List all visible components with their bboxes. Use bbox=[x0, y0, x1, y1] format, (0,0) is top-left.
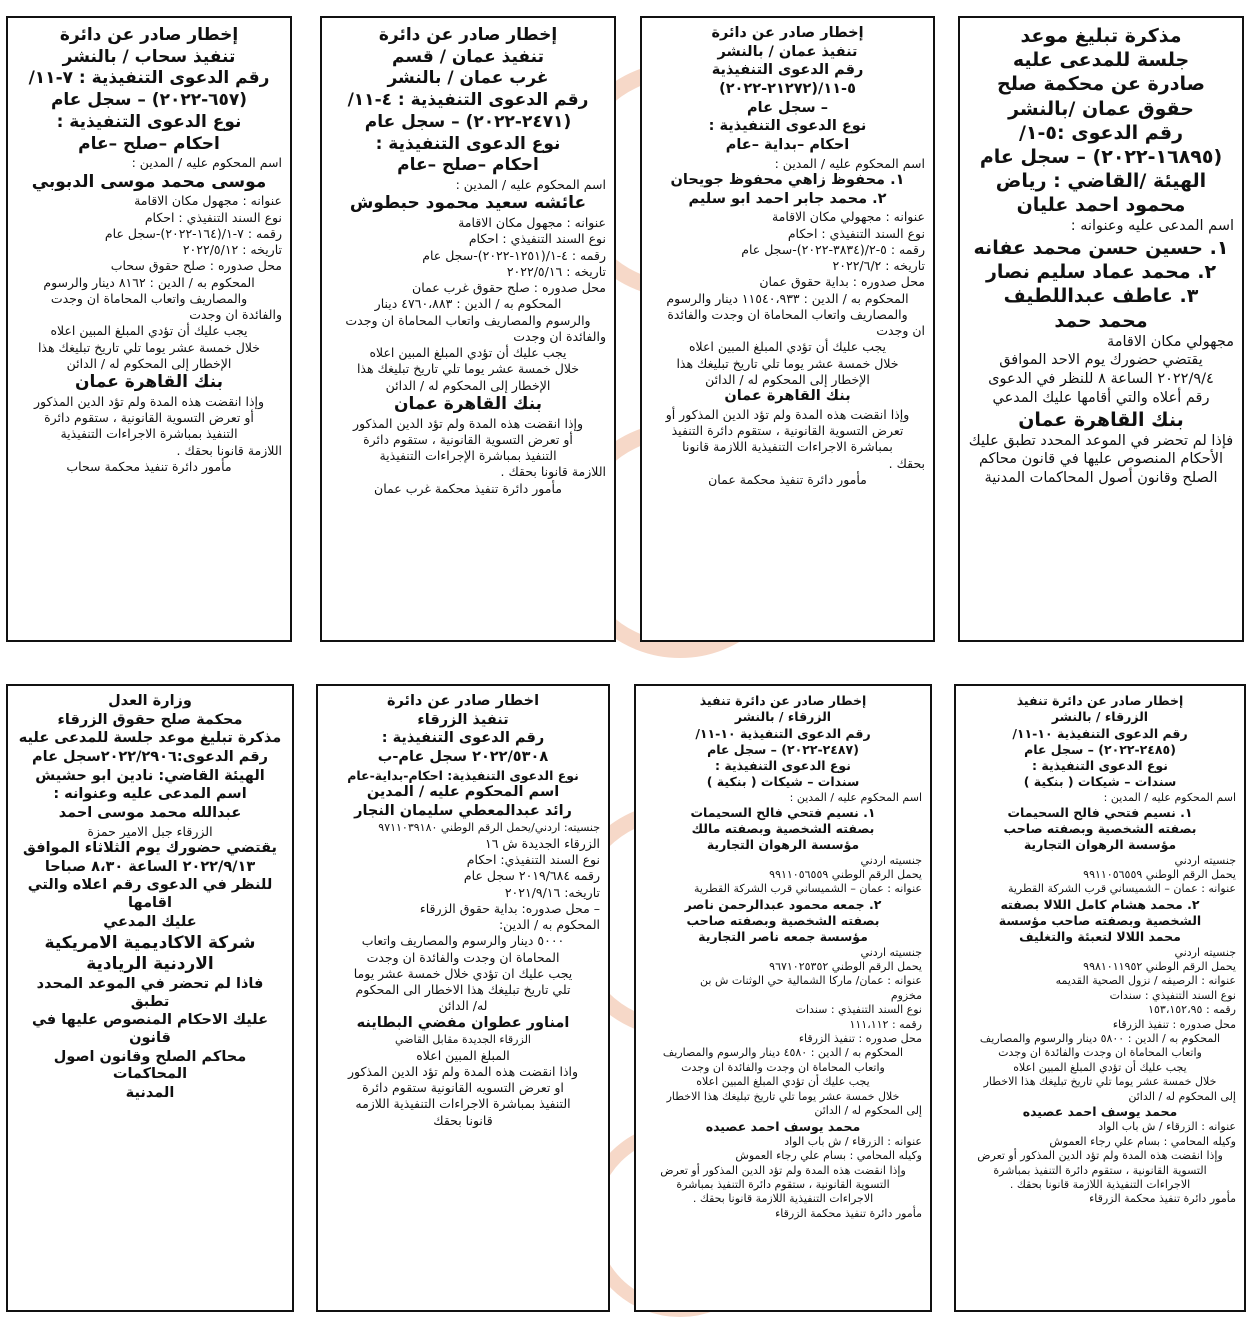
notice-line: سندات – شيكات ( بنكية ) bbox=[706, 774, 860, 790]
notice-line: جنسيته اردني bbox=[1174, 945, 1236, 959]
notice-line: إلى المحكوم له / الدائن bbox=[1128, 1089, 1236, 1103]
notice-line: يجب عليك أن تؤدي المبلغ المبين اعلاه bbox=[696, 1075, 870, 1089]
notice-line: وإذا انقضت هذه المدة ولم تؤد الدين المذكور bbox=[33, 393, 265, 409]
notice-line: عليك المدعي bbox=[103, 913, 197, 930]
notice-line: محمود احمد عليان bbox=[1016, 194, 1186, 217]
notice-line: او تعرض التسويه القانونية ستقوم دائرة bbox=[362, 1080, 564, 1096]
notice-line: رقمه : ١٥٣،١٥٢،٩٥ bbox=[1148, 1003, 1236, 1017]
notice-line: نوع السند التنفيذي : احكام bbox=[787, 225, 925, 241]
notice-line: مجهولي مكان الاقامة bbox=[1106, 333, 1234, 350]
notice-line: فاذا لم تحضر في الموعد المحدد تطبق bbox=[36, 975, 264, 1010]
notice-line: – سجل عام bbox=[747, 99, 828, 116]
notice-line: اللازمة قانونا بحقك . bbox=[500, 464, 606, 480]
notice-line: عبدالله محمد موسى احمد bbox=[58, 805, 242, 822]
notice-line: رائد عبدالمعطي سليمان النجار bbox=[354, 802, 572, 819]
notice-line: شركة الاكاديمية الامريكية bbox=[44, 932, 256, 953]
notice-line: قانونا بحقك bbox=[433, 1112, 493, 1128]
notice-line: اخطار صادر عن دائرة bbox=[386, 693, 540, 709]
notice-line: رقمه : ٥-٢/(٣٨٣٤-٢٠٢٢)-سجل عام bbox=[741, 241, 925, 257]
notice-line: رقم الدعوى التنفيذية bbox=[711, 62, 864, 79]
notice-line: رقمه ٢٠١٩/٦٨٤ سجل عام bbox=[463, 868, 600, 884]
notice-line: رقمه : ١١١،١١٢ bbox=[849, 1017, 922, 1031]
notice-line: نوع السند التنفيذي : احكام bbox=[468, 231, 606, 247]
notice-line: وإذا انقضت هذه المدة ولم تؤد الدين المذكور bbox=[352, 415, 584, 431]
notice-line: اسم المحكوم عليه / المدين : bbox=[131, 155, 282, 171]
notice-line: عنوانه : عمان – الشميساني قرب الشركة القطرية bbox=[1007, 882, 1236, 896]
notice-line: عنوانه : الزرقاء / ش باب الواد bbox=[1098, 1120, 1236, 1134]
notice-line: يقتضي حضورك يوم الثلاثاء الموافق bbox=[23, 840, 277, 857]
notice-line: محمد يوسف احمد عصيده bbox=[705, 1118, 861, 1134]
notice-line: رقمه : ٧-١/(١٦٤-٢٠٢٢)-سجل عام bbox=[104, 225, 282, 241]
notice-line: يجب عليك أن تؤدي المبلغ المبين اعلاه bbox=[50, 323, 248, 339]
notice-line: اسم المحكوم عليه / المدين : bbox=[455, 177, 606, 193]
notice-line: يجب عليك ان تؤدي خلال خمسة عشر يوما bbox=[353, 965, 573, 981]
notice-line: نوع الدعوى التنفيذية : bbox=[715, 758, 851, 773]
notice-line: خلال خمسة عشر يوما تلي تاريخ تبليغك هذا bbox=[676, 355, 899, 371]
notice-line: واتعاب المحاماة ان وجدت والفائدة ان وجدت bbox=[681, 1060, 885, 1074]
notice-line: خلال خمسة عشر يوما تلي تاريخ تبليغك هذا الاخطار bbox=[666, 1089, 900, 1103]
notice-line: رقم الدعوى :٥-١/ bbox=[1018, 121, 1184, 144]
notice-line: عنوانه : عمان – الشميساني قرب الشركة القطرية bbox=[693, 882, 922, 896]
notice-zarqa-execution-5308 bbox=[316, 684, 610, 1312]
notice-line: الاردنية الريادية bbox=[86, 954, 214, 975]
notice-line: نوع السند التنفيذي : احكام bbox=[144, 209, 282, 225]
notice-line: إخطار صادر عن دائرة bbox=[711, 25, 864, 41]
notice-line: تنفيذ الزرقاء bbox=[417, 711, 509, 728]
notice-line: نوع الدعوى التنفيذية : bbox=[375, 133, 561, 154]
notice-line: يحمل الرقم الوطني ٩٩١١٠٥٦٥٥٩ bbox=[769, 868, 922, 882]
notice-line: التسوية القانونية ، ستقوم دائرة التنفيذ بمباشرة bbox=[993, 1163, 1207, 1177]
notice-line: المحكوم به / الدين: bbox=[498, 917, 600, 933]
notice-line: والفائدة ان وجدت bbox=[189, 307, 282, 323]
notice-amman-execution bbox=[640, 16, 935, 642]
notice-line: عنوانه : مجهول مكان الاقامة bbox=[134, 193, 282, 209]
notice-line: محل صدوره : صلح حقوق سحاب bbox=[110, 258, 282, 274]
notice-line: محمد حمد bbox=[1054, 309, 1148, 332]
notice-line: جنسيته اردني bbox=[860, 945, 922, 959]
notice-line: اسم المحكوم عليه / المدين : bbox=[774, 155, 925, 171]
notice-line: مؤسسة الرهوان التجارية bbox=[706, 837, 860, 853]
notice-line: والرسوم والمصاريف واتعاب المحاماة ان وجدت bbox=[345, 312, 591, 328]
notice-line: ١. حسين حسن محمد عفانه bbox=[973, 237, 1229, 260]
notice-line: احكام –بداية –عام bbox=[725, 137, 850, 154]
notice-line: ٢. محمد جابر احمد ابو سليم bbox=[688, 190, 887, 207]
notice-line: ٢. محمد هشام كامل اللالا بصفته bbox=[1000, 896, 1200, 912]
notice-line: بنك القاهرة عمان bbox=[393, 393, 543, 414]
notice-line: إخطار صادر عن دائرة bbox=[378, 25, 558, 45]
notice-line: واذا انقضت هذه المدة ولم تؤد الدين المذكور bbox=[347, 1063, 579, 1079]
notice-line: مؤسسة الرهوان التجارية bbox=[1023, 837, 1177, 853]
notice-line: صادرة عن محكمة صلح bbox=[997, 73, 1205, 96]
notice-line: تنفيذ عمان / بالنشر bbox=[717, 43, 858, 60]
notice-line: يحمل الرقم الوطني ٩٦٧١٠٢٥٣٥٢ bbox=[769, 960, 922, 974]
notice-line: نوع الدعوى التنفيذية : bbox=[56, 111, 242, 132]
notice-line: ٢. جمعه محمود عبدالرحمن ناصر bbox=[684, 896, 882, 912]
notice-line: التنفيذ بمباشرة الاجراءات التنفيذية bbox=[60, 426, 238, 442]
notice-line: رقم الدعوى التنفيذية ١٠-١١/ bbox=[695, 725, 871, 741]
notice-line: ٥٠٠٠ دينار والرسوم والمصاريف واتعاب bbox=[361, 933, 565, 949]
notice-line: الأحكام المنصوص عليها في قانون محاكم bbox=[978, 451, 1224, 468]
notice-line: نوع الدعوى التنفيذية : bbox=[708, 118, 867, 135]
notice-line: وزارة العدل bbox=[108, 693, 192, 709]
notice-line: وإذا انقضت هذه المدة ولم تؤد الدين المذكور أو تعرض bbox=[977, 1149, 1223, 1163]
notice-line: الإخطار إلى المحكوم له / الدائن bbox=[385, 377, 551, 393]
notice-line: المدنية bbox=[125, 1085, 175, 1102]
notice-line: التنفيذ بمباشرة الإجراءات التنفيذية bbox=[379, 448, 557, 464]
notice-line: عنوانه : مجهول مكان الاقامة bbox=[458, 215, 606, 231]
notice-line: والفائدة ان وجدت bbox=[513, 328, 606, 344]
notice-line: بحقك . bbox=[888, 455, 925, 471]
notice-line: الزرقاء / بالنشر bbox=[734, 709, 832, 725]
notice-line: الزرقاء الجديدة مقابل القاضي bbox=[395, 1033, 531, 1047]
notice-line: التسوية القانونية ، ستقوم دائرة التنفيذ بمباشرة bbox=[676, 1177, 890, 1191]
notice-line: رقم الدعوى التنفيذية : bbox=[381, 730, 545, 747]
notice-line: تاريخه : ٢٠٢٢/٦/٢ bbox=[832, 258, 925, 274]
notice-line: اسم المدعى عليه وعنوانه : bbox=[1070, 218, 1234, 235]
notice-line: الإخطار إلى المحكوم له / الدائن bbox=[66, 355, 232, 371]
notice-line: مأمور دائرة تنفيذ محكمة الزرقاء bbox=[775, 1206, 922, 1220]
notice-line: خلال خمسة عشر يوما تلي تاريخ تبليغك هذا الاخطار bbox=[983, 1075, 1217, 1089]
notice-line: الهيئة القاضي: نادين ابو حشيش bbox=[35, 767, 265, 784]
notice-line: اسم المحكوم عليه / المدين : bbox=[1103, 790, 1236, 804]
notice-sahab-execution bbox=[6, 16, 292, 642]
notice-line: محل صدوره : تنفيذ الزرقاء bbox=[1112, 1017, 1236, 1031]
notice-line: محل صدوره : صلح حقوق غرب عمان bbox=[412, 280, 606, 296]
notice-line: مذكرة تبليغ موعد bbox=[1020, 25, 1182, 47]
notice-line: المبلغ المبين اعلاه bbox=[416, 1047, 510, 1063]
notice-line: يحمل الرقم الوطني ٩٩١١٠٥٦٥٥٩ bbox=[1083, 868, 1236, 882]
notice-line: اسم المحكوم عليه / المدين : bbox=[789, 790, 922, 804]
notice-line: المحكوم به / الدين : ٨١٦٢ دينار والرسوم bbox=[43, 274, 255, 290]
notice-line: إلى المحكوم له / الدائن bbox=[814, 1104, 922, 1118]
notice-line: نوع السند التنفيذي : سندات bbox=[1109, 988, 1236, 1002]
notice-line: رقم الدعوى التنفيذية ١٠-١١/ bbox=[1012, 725, 1188, 741]
notice-line: نوع السند التنفيذي : سندات bbox=[795, 1003, 922, 1017]
notice-line: عليك الاحكام المنصوص عليها في قانون bbox=[31, 1012, 269, 1047]
notice-line: تنفيذ سحاب / بالنشر bbox=[62, 46, 236, 67]
notice-zarqa-execution-2487 bbox=[634, 684, 932, 1312]
notice-line: عنوانه : مجهولي مكان الاقامة bbox=[771, 209, 925, 225]
notice-line: نوع السند التنفيذي: احكام bbox=[466, 852, 600, 868]
notice-line: رقم أعلاه والتي أقامها عليك المدعي bbox=[992, 389, 1210, 406]
notice-line: بصفته الشخصية وبصفته صاحب bbox=[686, 913, 880, 929]
notice-line: بمباشرة الاجراءات التنفيذية اللازمة قانونا bbox=[682, 439, 893, 455]
notice-line: بصفته الشخصية وبصفته مالك bbox=[691, 821, 875, 837]
notice-line: خلال خمسة عشر يوما تلي تاريخ تبليغك هذا bbox=[356, 361, 580, 377]
notice-line: للنظر في الدعوى رقم اعلاه والتي اقامها bbox=[27, 877, 273, 912]
notice-line: اسم المدعى عليه وعنوانه : bbox=[53, 786, 247, 803]
notice-line: أو تعرض التسوية القانونية ، ستقوم دائرة bbox=[363, 431, 573, 447]
notice-line: ٣. عاطف عبداللطيف bbox=[1003, 285, 1199, 308]
notice-line: يقتضي حضورك يوم الاحد الموافق bbox=[999, 352, 1203, 369]
notice-line: المحاماة ان وجدت والفائدة ان وجدت bbox=[366, 949, 560, 965]
notice-line: الشخصية وبصفته صاحب مؤسسة bbox=[998, 913, 1202, 929]
notice-line: موسى محمد موسى الدبوبي bbox=[31, 171, 267, 192]
notice-line: المحكوم به / الدين : ٥٨٠٠ دينار والرسوم والمصاريف bbox=[979, 1032, 1221, 1046]
notice-line: بنك القاهرة عمان bbox=[1018, 408, 1184, 431]
notice-line: (٢٤٨٧-٢٠٢٢) – سجل عام bbox=[707, 741, 859, 757]
notice-line: حقوق عمان /بالنشر bbox=[1008, 97, 1194, 120]
notice-line: امناور عطوان مفضي البطاينه bbox=[356, 1014, 570, 1031]
notice-line: الاجراءات التنفيذية اللازمة قانونا بحقك . bbox=[692, 1192, 874, 1206]
notice-line: فإذا لم تحضر في الموعد المحدد تطبق عليك bbox=[968, 432, 1234, 449]
notice-line: المحكوم به / الدين : ٤٥٨٠ دينار والرسوم والمصاريف bbox=[662, 1046, 904, 1060]
notice-line: مخزوم bbox=[890, 988, 922, 1002]
notice-line: ٢٠٢٢/٥٣٠٨ سجل عام-ب bbox=[377, 749, 549, 766]
notice-line: له/ الدائن bbox=[438, 998, 488, 1014]
notice-line: ٢٠٢٢/٩/١٣ الساعة ٨،٣٠ صباحا bbox=[44, 858, 256, 875]
notice-line: المحكوم به / الدين : ١١٥٤٠،٩٣٣ دينار والرسوم bbox=[666, 290, 909, 306]
notice-west-amman-execution bbox=[320, 16, 616, 642]
notice-line: الهيئة /القاضي : رياض bbox=[995, 170, 1207, 193]
notice-line: ٢. محمد عماد سليم نصار bbox=[985, 261, 1217, 284]
notice-line: تنفيذ عمان / قسم bbox=[392, 46, 544, 67]
notice-line: تاريخه: ٢٠٢١/٩/١٦ bbox=[504, 884, 600, 900]
notice-line: رقم الدعوى التنفيذية : ٧-١١/ bbox=[28, 68, 270, 89]
notice-line: اسم المحكوم عليه / المدين bbox=[366, 784, 560, 800]
notice-line: (١٦٨٩٥-٢٠٢٢) – سجل عام bbox=[979, 145, 1223, 168]
notice-line: ١. نسيم فتحي فالح السحيمات bbox=[690, 804, 876, 820]
notice-line: الصلح وقانون أصول المحاكمات المدنية bbox=[984, 470, 1218, 487]
notice-line: احكام –صلح –عام bbox=[397, 155, 539, 176]
notice-line: وكيله المحامي : بسام علي رجاء العموش bbox=[1049, 1134, 1236, 1148]
notice-line: ٢٠٢٢/٩/٤ الساعة ٨ للنظر في الدعوى bbox=[988, 371, 1214, 388]
notice-line: وإذا انقضت هذه المدة ولم تؤد الدين المذكور أو bbox=[665, 406, 910, 422]
notice-line: عنوانه : عمان/ ماركا الشمالية حي الوثنات ش بن bbox=[700, 974, 922, 988]
notice-line: جنسيته اردني bbox=[1174, 853, 1236, 867]
notice-line: جنسيته: اردني/يحمل الرقم الوطني ٩٧١١٠٣٩١٨٠ bbox=[378, 821, 600, 835]
notice-line: يجب عليك أن تؤدي المبلغ المبين اعلاه bbox=[369, 345, 567, 361]
notice-line: عائشه سعيد محمود حبطوش bbox=[349, 193, 587, 214]
notice-line: تاريخه : ٢٠٢٢/٥/١٢ bbox=[182, 242, 282, 258]
notice-line: الزرقاء / بالنشر bbox=[1051, 709, 1149, 725]
notice-line: بنك القاهرة عمان bbox=[74, 372, 224, 393]
notice-line: عنوانه : الزرقاء / ش باب الواد bbox=[784, 1134, 922, 1148]
notice-line: والمصاريف واتعاب المحاماة ان وجدت bbox=[50, 290, 248, 306]
notice-line: المحكوم به / الدين : ٤٧٦٠،٨٨٣ دينار bbox=[374, 296, 562, 312]
notice-zarqa-execution-2485 bbox=[954, 684, 1246, 1312]
notice-cairo-bank-hearing bbox=[958, 16, 1244, 642]
notice-line: ١. محفوظ زاهي محفوظ جويحان bbox=[670, 172, 905, 189]
notice-line: ان وجدت bbox=[876, 323, 925, 339]
notice-line: وإذا انقضت هذه المدة ولم تؤد الدين المذكور أو تعرض bbox=[660, 1163, 906, 1177]
notice-line: خلال خمسة عشر يوما تلي تاريخ تبليغك هذا bbox=[37, 339, 261, 355]
notice-line: نوع الدعوى التنفيذية: احكام-بداية-عام bbox=[347, 767, 579, 783]
notice-line: (٢٤٧١-٢٠٢٢) – سجل عام bbox=[364, 111, 572, 132]
notice-line: ٥-١١/(٢١٢٧٢-٢٠٢٢) bbox=[719, 81, 856, 98]
notice-line: مأمور دائرة تنفيذ محكمة سحاب bbox=[66, 458, 232, 474]
notice-line: تلي تاريخ تبليغك هذا الاخطار الى المحكوم bbox=[355, 982, 571, 998]
notice-line: يحمل الرقم الوطني ٩٩٨١٠١١٩٥٢ bbox=[1083, 960, 1236, 974]
notice-line: رقم الدعوى التنفيذية : ٤-١١/ bbox=[347, 90, 589, 111]
notice-line: جنسيته اردني bbox=[860, 853, 922, 867]
notice-line: تاريخه : ٢٠٢٢/٥/١٦ bbox=[506, 263, 606, 279]
notice-line: رقمه : ٤-١/(١٢٥١-٢٠٢٢)-سجل عام bbox=[422, 247, 606, 263]
notice-line: الإخطار إلى المحكوم له / الدائن bbox=[705, 371, 870, 387]
notice-line: مأمور دائرة تنفيذ محكمة الزرقاء bbox=[1089, 1192, 1236, 1206]
notice-line: مذكرة تبليغ موعد جلسة للمدعى عليه bbox=[18, 730, 282, 747]
notice-line: سندات – شيكات ( بنكية ) bbox=[1023, 774, 1177, 790]
notice-line: مؤسسة جمعه ناصر التجارية bbox=[698, 929, 868, 945]
notice-line: التنفيذ بمباشرة الاجراءات التنفيذية اللازمه bbox=[355, 1096, 571, 1112]
notice-line: جلسة للمدعى عليه bbox=[1012, 49, 1190, 72]
notice-line: نوع الدعوى التنفيذية : bbox=[1032, 758, 1168, 773]
notice-line: احكام –صلح –عام bbox=[78, 133, 220, 154]
notice-line: – محل صدوره: بداية حقوق الزرقاء bbox=[419, 900, 600, 916]
notice-line: عنوانه : الرصيفه / نزول الصحية القديمه bbox=[1055, 974, 1236, 988]
notice-line: محاكم الصلح وقانون اصول المحاكمات bbox=[53, 1048, 247, 1083]
notice-line: اللازمة قانونا بحقك . bbox=[176, 442, 282, 458]
notice-line: إخطار صادر عن دائرة bbox=[59, 25, 239, 45]
notice-line: الزرقاء الجديدة ش ١٦ bbox=[485, 835, 600, 851]
notice-line: الزرقاء جبل الامير حمزة bbox=[87, 823, 213, 839]
notice-line: محمد يوسف احمد عصيده bbox=[1022, 1104, 1178, 1120]
notice-line: (٢٤٨٥-٢٠٢٢) – سجل عام bbox=[1024, 741, 1176, 757]
notice-line: مأمور دائرة تنفيذ محكمة عمان bbox=[708, 471, 867, 487]
notice-line: محمد اللالا لتعبئة والتغليف bbox=[1019, 929, 1181, 945]
notice-line: إخطار صادر عن دائرة تنفيذ bbox=[1016, 693, 1184, 708]
notice-line: الاجراءات التنفيذية اللازمة قانونا بحقك . bbox=[1009, 1177, 1191, 1191]
notice-line: يجب عليك أن تؤدي المبلغ المبين اعلاه bbox=[688, 339, 887, 355]
notice-line: رقم الدعوى:٢٠٢٢/٢٩٠٦سجل عام bbox=[32, 749, 268, 766]
notice-line: أو تعرض التسوية القانونية ، ستقوم دائرة bbox=[44, 410, 254, 426]
notice-line: واتعاب المحاماة ان وجدت والفائدة ان وجدت bbox=[998, 1046, 1202, 1060]
notice-line: مأمور دائرة تنفيذ محكمة غرب عمان bbox=[374, 480, 562, 496]
notice-line: بنك القاهرة عمان bbox=[724, 388, 851, 405]
notice-line: (٦٥٧-٢٠٢٢) – سجل عام bbox=[50, 90, 248, 111]
notice-line: محل صدوره : تنفيذ الزرقاء bbox=[798, 1032, 922, 1046]
notice-line: ١. نسيم فتحي فالح السحيمات bbox=[1007, 804, 1193, 820]
notice-line: وكيله المحامي : بسام علي رجاء العموش bbox=[735, 1149, 922, 1163]
notice-zarqa-court-hearing bbox=[6, 684, 294, 1312]
notice-line: إخطار صادر عن دائرة تنفيذ bbox=[699, 693, 867, 708]
notice-line: يجب عليك أن تؤدي المبلغ المبين اعلاه bbox=[1013, 1060, 1187, 1074]
notice-line: غرب عمان / بالنشر bbox=[387, 68, 549, 89]
notice-line: والمصاريف واتعاب المحاماة ان وجدت والفائدة bbox=[667, 306, 908, 322]
notice-line: محكمة صلح حقوق الزرقاء bbox=[57, 711, 243, 728]
notice-line: محل صدوره : بداية حقوق عمان bbox=[759, 274, 925, 290]
notice-line: تعرض التسوية القانونية ، ستقوم دائرة التنفيذ bbox=[671, 423, 904, 439]
notice-line: بصفته الشخصية وبصفته صاحب bbox=[1003, 821, 1197, 837]
